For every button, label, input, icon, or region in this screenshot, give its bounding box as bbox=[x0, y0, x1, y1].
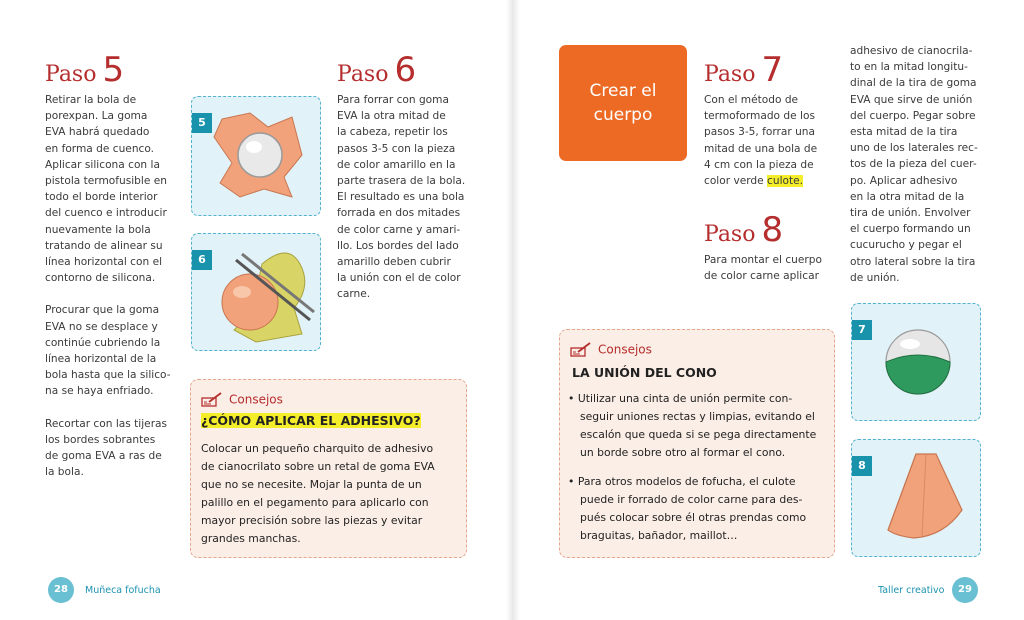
photo-step-6 bbox=[191, 233, 321, 351]
tips-box-cone bbox=[559, 329, 835, 558]
paso-5-paragraph-3: Recortar con las tijeras los bordes sobrantes de goma EVA a ras de la bola. bbox=[45, 417, 168, 479]
paso-8-continued-text bbox=[850, 43, 988, 286]
tips-box-adhesive bbox=[190, 379, 467, 558]
highlighted-word: culote. bbox=[767, 175, 804, 188]
tips-bullet-1: • Utilizar una cinta de unión permite con- seguir uniones rectas y limpias, evitando el escalón que queda si se pega directamente un borde sobre otro al formar el cono. bbox=[568, 392, 817, 459]
step-8-badge: 8 bbox=[852, 456, 872, 476]
paso-5-paragraph-1: Retirar la bola de porexpan. La goma EVA habrá quedado en forma de cuenco. Aplicar silicona con la pistola termofusible en todo el borde interior del cuenco e introducir nuevamente la bola tratando de alinear su línea horizontal con el contorno de silicona. bbox=[45, 94, 167, 285]
footer-title-left: Muñeca fofucha bbox=[85, 585, 161, 596]
tips-heading: Consejos bbox=[201, 392, 283, 408]
paso-6-heading: Paso 6 bbox=[337, 50, 417, 90]
paso-6-text bbox=[337, 92, 469, 303]
paso-7-paragraph: Con el método de termoformado de los pasos 3-5, forrar una mitad de una bola de 4 cm con la pieza de color verde culote. bbox=[704, 94, 818, 188]
book-gutter bbox=[506, 0, 520, 620]
tips-body: Colocar un pequeño charquito de adhesivo de cianocrilato sobre un retal de goma EVA que no se necesite. Mojar la punta de un palillo en el pegamento para aplicarlo con mayor precisión sobre las piezas y evitar grandes manchas. bbox=[201, 442, 435, 545]
paso-8-text bbox=[704, 252, 834, 284]
paso-5-paragraph-2: Procurar que la goma EVA no se desplace y continúe cubriendo la línea horizontal de la bola hasta que la silico- na se haya enfriado. bbox=[45, 304, 171, 398]
footer-title-right: Taller creativo bbox=[878, 585, 945, 596]
pencil-note-icon bbox=[201, 392, 223, 408]
paso-6-paragraph: Para forrar con goma EVA la otra mitad de la cabeza, repetir los pasos 3-5 con la pieza de color amarillo en la parte trasera de la bola. El resultado es una bola forrada en dos mitades de color carne y amari- llo. Los bordes del lado amarillo deben cubrir la unión con el de color carne. bbox=[337, 94, 466, 301]
paso-7-heading: Paso 7 bbox=[704, 50, 784, 90]
page-number-right: 29 bbox=[952, 577, 978, 603]
photo-step-8 bbox=[851, 439, 981, 557]
page-number-left: 28 bbox=[48, 577, 74, 603]
step-7-badge: 7 bbox=[852, 320, 872, 340]
step-5-badge: 5 bbox=[192, 113, 212, 133]
paso-8-heading: Paso 8 bbox=[704, 210, 784, 250]
paso-5-text bbox=[45, 92, 175, 480]
tips-bullet-2: • Para otros modelos de fofucha, el culote puede ir forrado de color carne para des- pués colocar sobre él otras prendas como braguitas, bañador, maillot… bbox=[568, 475, 807, 542]
paso-7-text bbox=[704, 92, 829, 189]
paso-5-heading: Paso 5 bbox=[45, 50, 125, 90]
photo-step-7 bbox=[851, 303, 981, 421]
photo-step-5 bbox=[191, 96, 321, 216]
paso-8-paragraph: Para montar el cuerpo de color carne aplicar bbox=[704, 254, 822, 283]
tips-title: LA UNIÓN DEL CONO bbox=[572, 365, 717, 380]
section-title-box: Crear el cuerpo bbox=[559, 45, 687, 161]
tips-heading: Consejos bbox=[570, 342, 652, 358]
tips-title: ¿CÓMO APLICAR EL ADHESIVO? bbox=[201, 413, 421, 428]
pencil-note-icon bbox=[570, 342, 592, 358]
paso-8-continued-paragraph: adhesivo de cianocrila- to en la mitad longitu- dinal de la tira de goma EVA que sirve de unión del cuerpo. Pegar sobre esta mitad de la tira uno de los laterales rec- tos de la pieza del cuer- po. Aplicar adhesivo en la otra mitad de la tira de unión. Envolver el cuerpo formando un cucurucho y pegar el otro lateral sobre la tira de unión. bbox=[850, 45, 978, 284]
step-6-badge: 6 bbox=[192, 250, 212, 270]
